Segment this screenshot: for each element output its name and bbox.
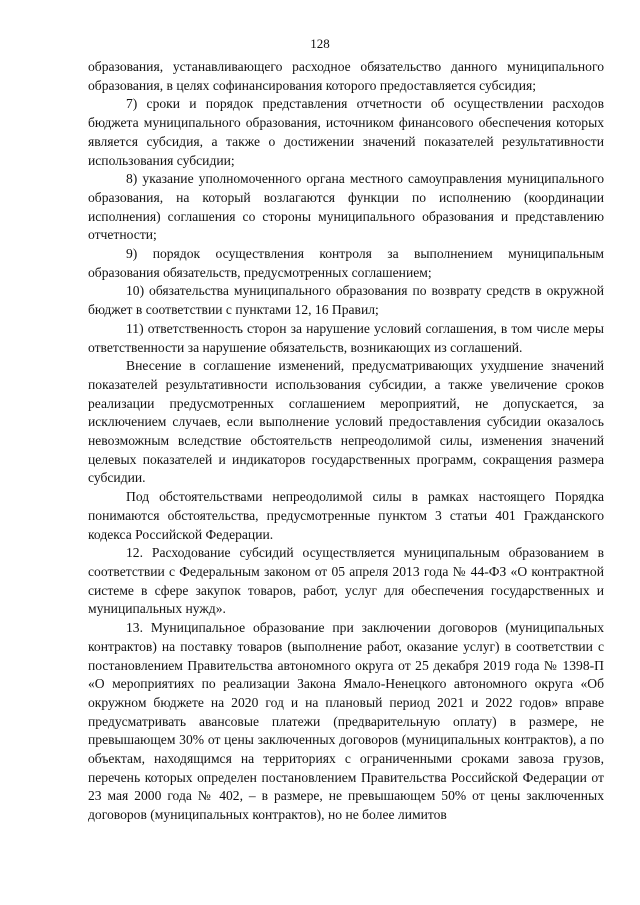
paragraph-continuation: образования, устанавливающего расходное обязательство данного муниципального образования, в целях софинансирования которого предоставляется субсидия;: [88, 59, 604, 93]
paragraph-force-majeure: Под обстоятельствами непреодолимой силы в рамках настоящего Порядка понимаются обстоятельства, предусмотренные пунктом 3 статьи 401 Гражданского кодекса Российской Федерации.: [88, 489, 604, 542]
page-number: 128: [310, 36, 330, 51]
paragraph-amendments: Внесение в соглашение изменений, предусматривающих ухудшение значений показателей результативности использования субсидии, а также увеличение сроков реализации предусмотренных соглашением мероприятий, не допускается, за исключением случаев, если выполнение условий предоставления субсидии оказалось невозможным вследствие обстоятельств непреодолимой силы, изменения значений целевых показателей и индикаторов государственных программ, сокращения размера субсидии.: [88, 358, 604, 486]
document-body: [88, 58, 604, 825]
paragraph-item-8: 8) указание уполномоченного органа местного самоуправления муниципального образования, на который возлагаются функции по исполнению (координации исполнения) соглашения со стороны муниципального образования и представлению отчетности;: [88, 171, 604, 243]
paragraph-item-7: 7) сроки и порядок представления отчетности об осуществлении расходов бюджета муниципального образования, источником финансового обеспечения которых является субсидия, а также о достижении значений показателей результативности использования субсидии;: [88, 96, 604, 168]
paragraph-clause-13: 13. Муниципальное образование при заключении договоров (муниципальных контрактов) на поставку товаров (выполнение работ, оказание услуг) в соответствии с постановлением Правительства автономного округа от 25 декабря 2019 года № 1398-П «О мероприятиях по реализации Закона Ямало-Ненецкого автономного округа «Об окружном бюджете на 2020 год и на плановый период 2021 и 2022 годов» вправе предусматривать авансовые платежи (предварительную оплату) в размере, не превышающем 30% от цены заключенных договоров (муниципальных контрактов), а по объектам, находящимся на территориях с ограниченными сроками завоза грузов, перечень которых определен постановлением Правительства Российской Федерации от 23 мая 2000 года № 402, – в размере, не превышающем 50% от цены заключенных договоров (муниципальных контрактов), но не более лимитов: [88, 620, 604, 823]
paragraph-item-11: 11) ответственность сторон за нарушение условий соглашения, в том числе меры ответственности за нарушение обязательств, возникающих из соглашений.: [88, 320, 604, 355]
paragraph-item-10: 10) обязательства муниципального образования по возврату средств в окружной бюджет в соответствии с пунктами 12, 16 Правил;: [88, 283, 604, 318]
paragraph-clause-12: 12. Расходование субсидий осуществляется муниципальным образованием в соответствии с Федеральным законом от 05 апреля 2013 года № 44-ФЗ «О контрактной системе в сфере закупок товаров, работ, услуг для обеспечения государственных и муниципальных нужд».: [88, 545, 604, 617]
paragraph-item-9: 9) порядок осуществления контроля за выполнением муниципальным образования обязательств, предусмотренных соглашением;: [88, 246, 604, 280]
